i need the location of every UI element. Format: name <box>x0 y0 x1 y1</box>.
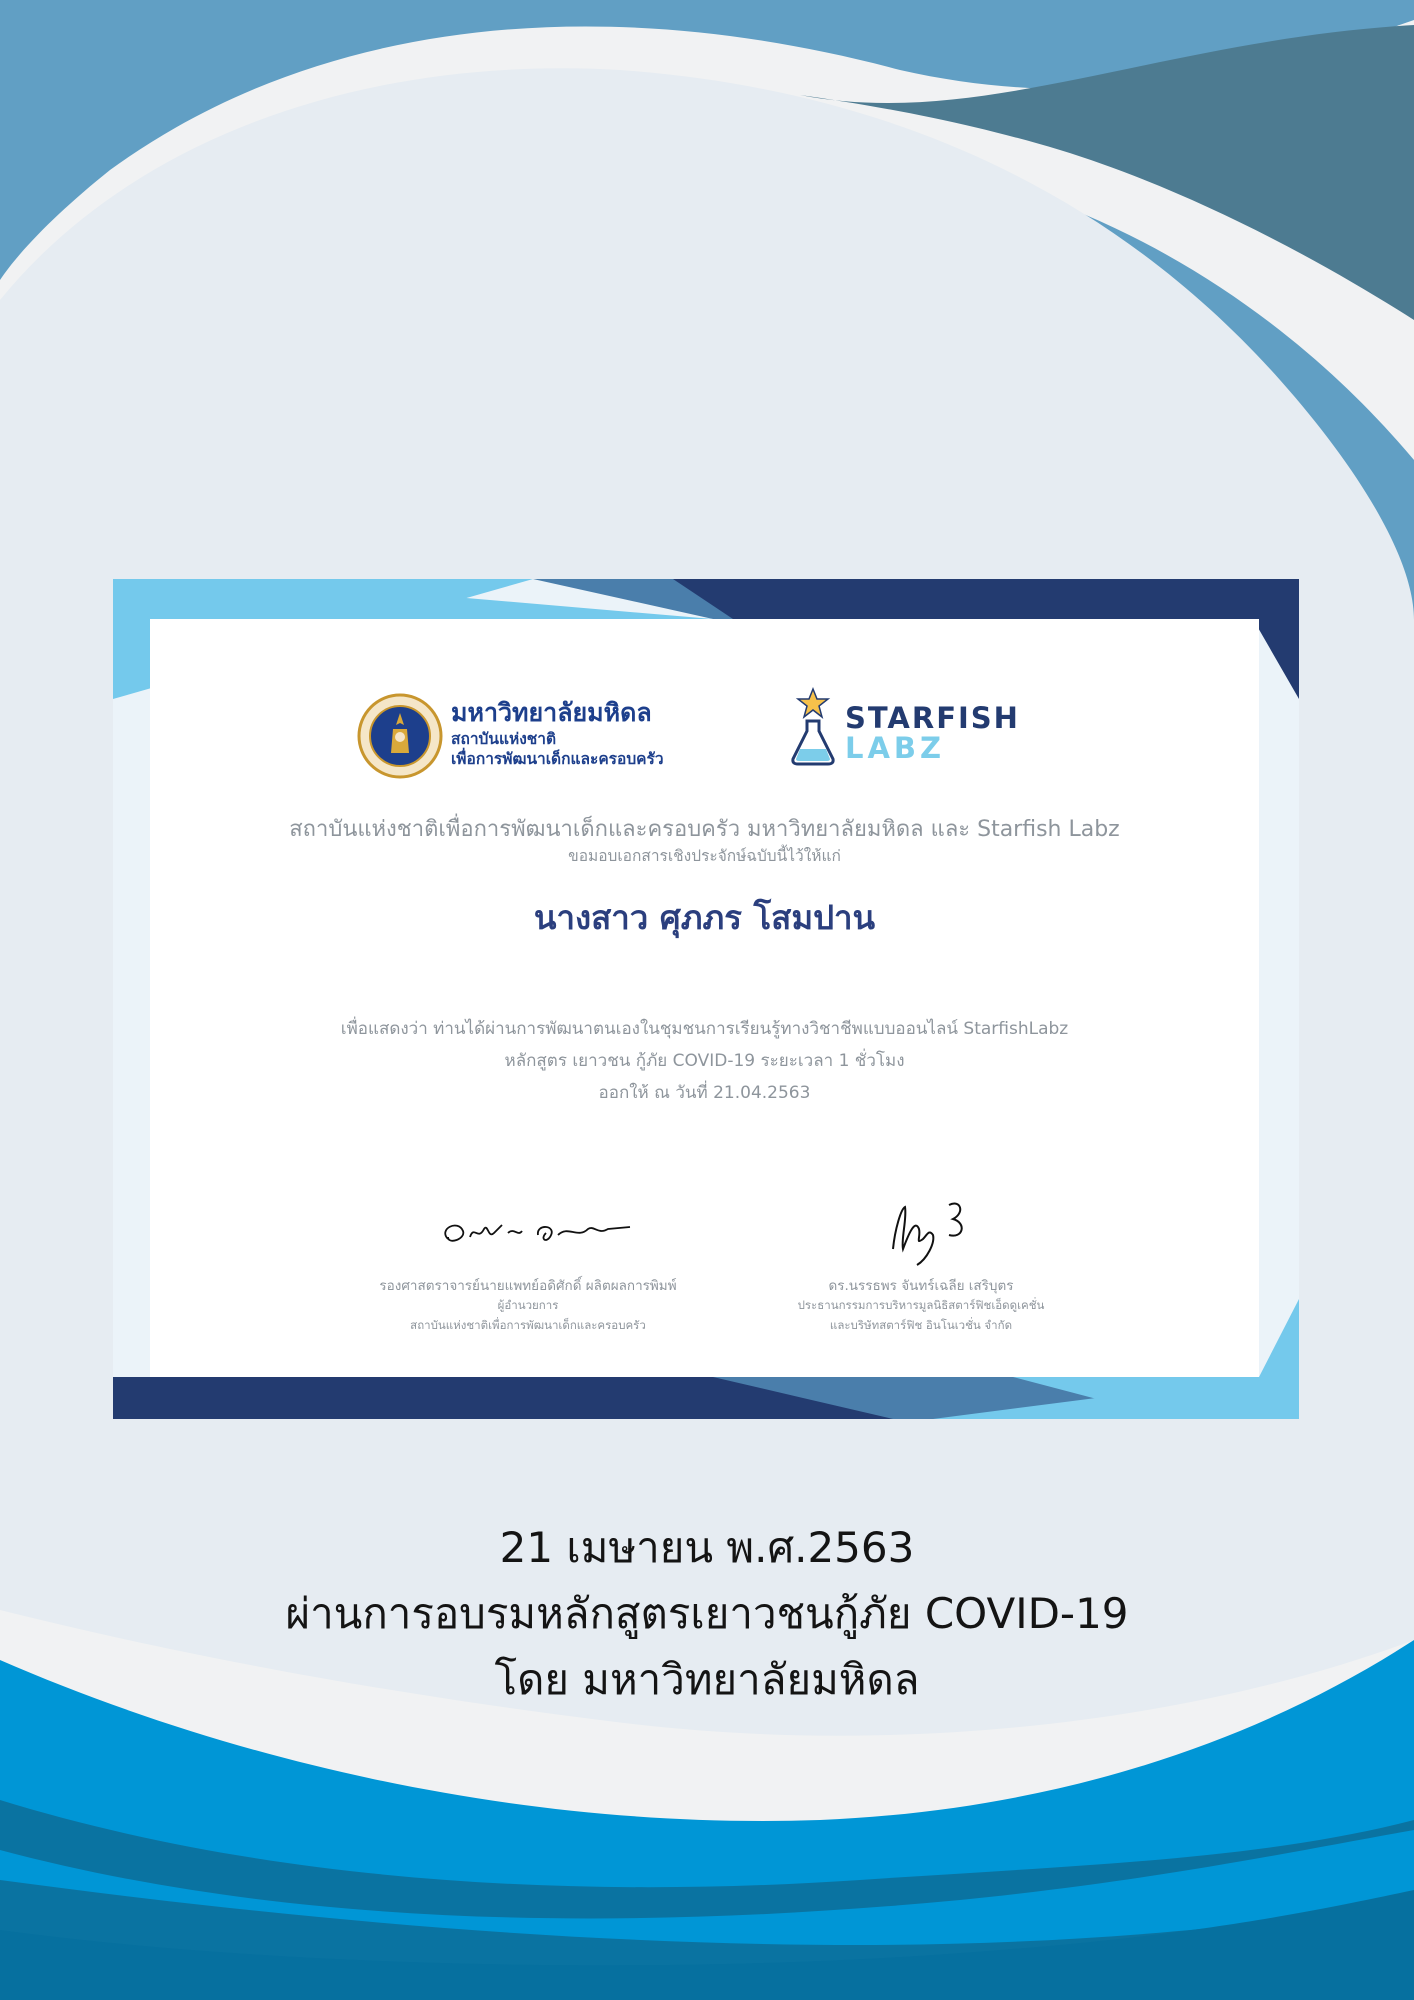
certificate <box>113 579 1299 1419</box>
signatory-title: และบริษัทสตาร์ฟิช อินโนเวชั่น จำกัด <box>829 1318 1013 1332</box>
caption-issuer: โดย มหาวิทยาลัยมหิดล <box>494 1655 920 1704</box>
caption <box>0 1515 1414 1713</box>
signatory-right <box>711 1189 1131 1335</box>
mahidol-logo <box>357 693 702 783</box>
flask-star-icon <box>788 687 838 767</box>
signatory-name: ดร.นรรธพร จันทร์เฉลีย เสริบุตร <box>828 1278 1014 1294</box>
starfish-labz-logo <box>788 687 1038 767</box>
body-line: ออกให้ ณ วันที่ 21.04.2563 <box>598 1083 811 1103</box>
mahidol-subtitle-2: เพื่อการพัฒนาเด็กและครอบครัว <box>451 750 664 768</box>
signatory-left <box>318 1189 738 1335</box>
mahidol-subtitle-1: สถาบันแห่งชาติ <box>451 730 557 748</box>
signature-left-icon <box>418 1189 638 1269</box>
presents-line: ขอมอบเอกสารเชิงประจักษ์ฉบับนี้ไว้ให้แก่ <box>568 847 841 865</box>
body-line: หลักสูตร เยาวชน กู้ภัย COVID-19 ระยะเวลา 1 ชั่วโมง <box>504 1051 905 1071</box>
presenter-line: สถาบันแห่งชาติเพื่อการพัฒนาเด็กและครอบครัว มหาวิทยาลัยมหิดล และ Starfish Labz <box>289 817 1120 842</box>
signature-right-icon <box>811 1189 1031 1269</box>
mahidol-seal-icon <box>357 693 443 779</box>
certificate-card <box>150 619 1259 1377</box>
signatory-title: ประธานกรรมการบริหารมูลนิธิสตาร์ฟิชเอ็ดดูเคชั่น <box>797 1298 1045 1312</box>
caption-course: ผ่านการอบรมหลักสูตรเยาวชนกู้ภัย COVID-19 <box>285 1589 1129 1638</box>
signatory-name: รองศาสตราจารย์นายแพทย์อดิศักดิ์ ผลิตผลการพิมพ์ <box>379 1278 677 1294</box>
signatory-title: สถาบันแห่งชาติเพื่อการพัฒนาเด็กและครอบครัว <box>410 1318 646 1332</box>
signatory-title: ผู้อำนวยการ <box>497 1298 559 1312</box>
labz-word: LABZ <box>845 731 946 765</box>
starfish-word: STARFISH <box>845 701 1020 735</box>
mahidol-name: มหาวิทยาลัยมหิดล <box>451 698 652 727</box>
recipient-name: นางสาว ศุภภร โสมปาน <box>533 898 876 937</box>
body-line: เพื่อแสดงว่า ท่านได้ผ่านการพัฒนาตนเองในชุมชนการเรียนรู้ทางวิชาชีพแบบออนไลน์ StarfishLabz <box>340 1019 1069 1039</box>
caption-date: 21 เมษายน พ.ศ.2563 <box>499 1523 915 1572</box>
